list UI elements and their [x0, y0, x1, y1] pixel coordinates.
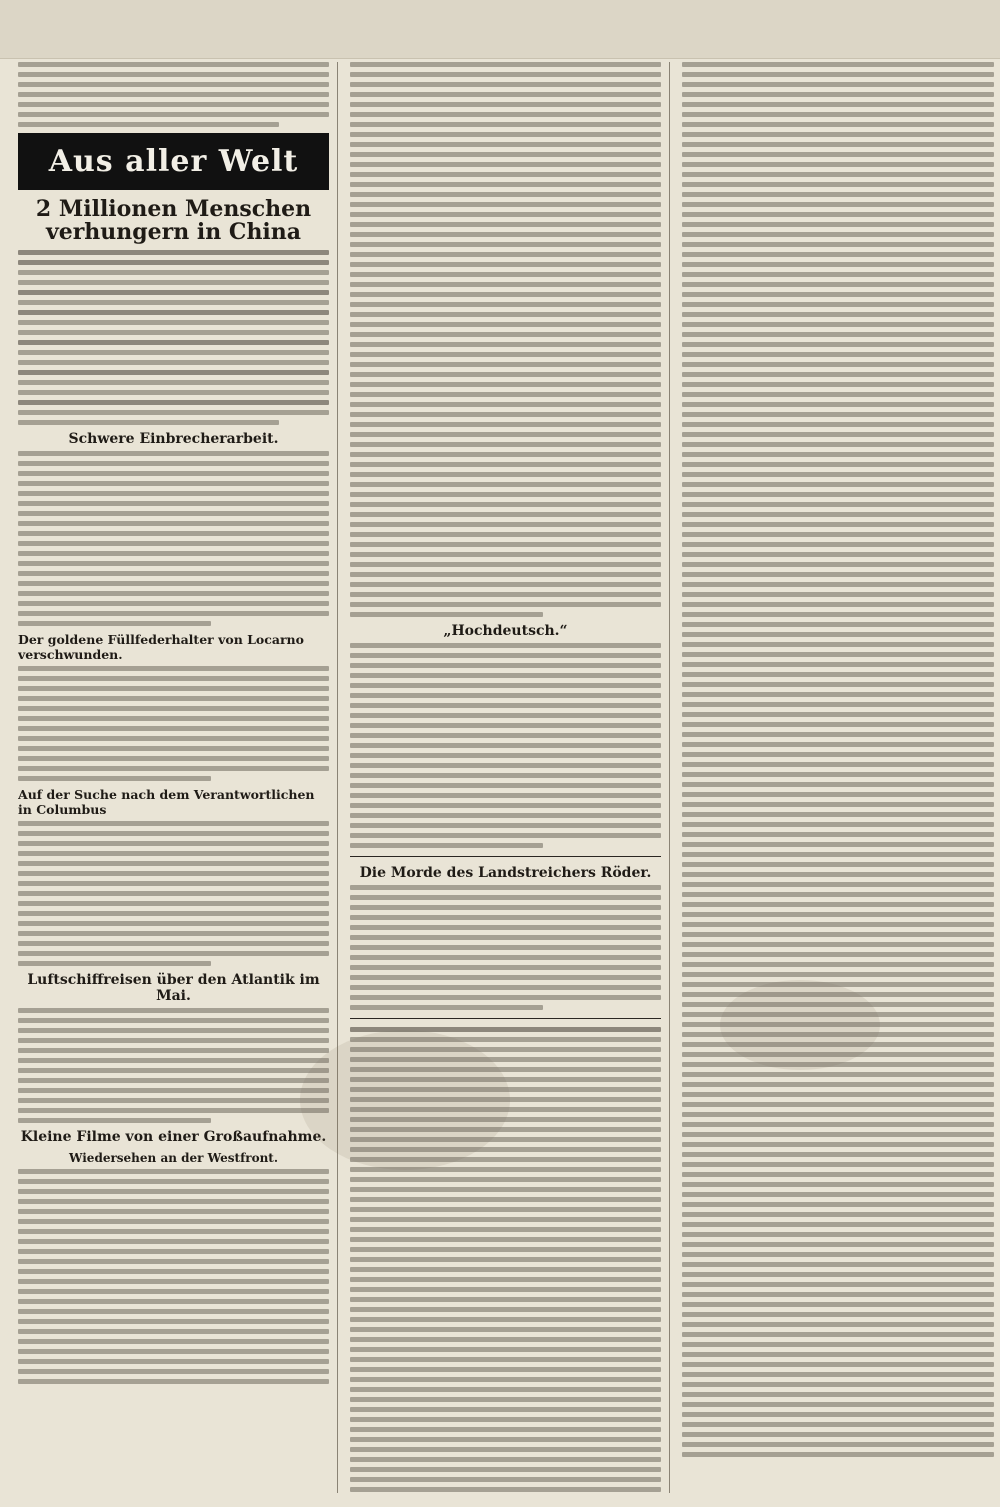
- article-body: [18, 821, 329, 966]
- article-headline: Luftschiffreisen über den Atlantik im Mai.: [27, 972, 320, 1005]
- section-banner: Aus aller Welt: [18, 133, 329, 190]
- column-2: [350, 62, 670, 1493]
- article-headline: Die Morde des Landstreichers Röder.: [359, 865, 652, 881]
- article-body: [18, 666, 329, 781]
- article-headline: Kleine Filme von einer Großaufnahme.: [20, 1129, 327, 1146]
- article-body: [682, 62, 994, 1457]
- divider: [350, 856, 661, 857]
- divider: [350, 1018, 661, 1019]
- article-body: [18, 1008, 329, 1123]
- article-body: [18, 1169, 329, 1384]
- article-body: [350, 1027, 661, 1493]
- page-top-margin: [0, 0, 1000, 59]
- article-body: [18, 451, 329, 626]
- text-block: [18, 62, 329, 127]
- article-subheadline: Wiedersehen an der Westfront.: [68, 1151, 279, 1166]
- main-headline: 2 Millionen Menschen verhungern in China: [35, 196, 312, 246]
- article-body: [350, 62, 661, 617]
- article-headline: Der goldene Füllfederhalter von Locarno verschwunden.: [18, 632, 304, 663]
- column-1: [18, 62, 338, 1493]
- article-body: [18, 250, 329, 425]
- article-body: [350, 885, 661, 1010]
- article-headline: „Hochdeutsch.“: [443, 623, 568, 639]
- article-body: [350, 643, 661, 848]
- article-headline: Schwere Einbrecherarbeit.: [68, 431, 279, 448]
- article-headline: Auf der Suche nach dem Verantwortlichen in Columbus: [18, 787, 315, 818]
- column-3: [682, 62, 1000, 1493]
